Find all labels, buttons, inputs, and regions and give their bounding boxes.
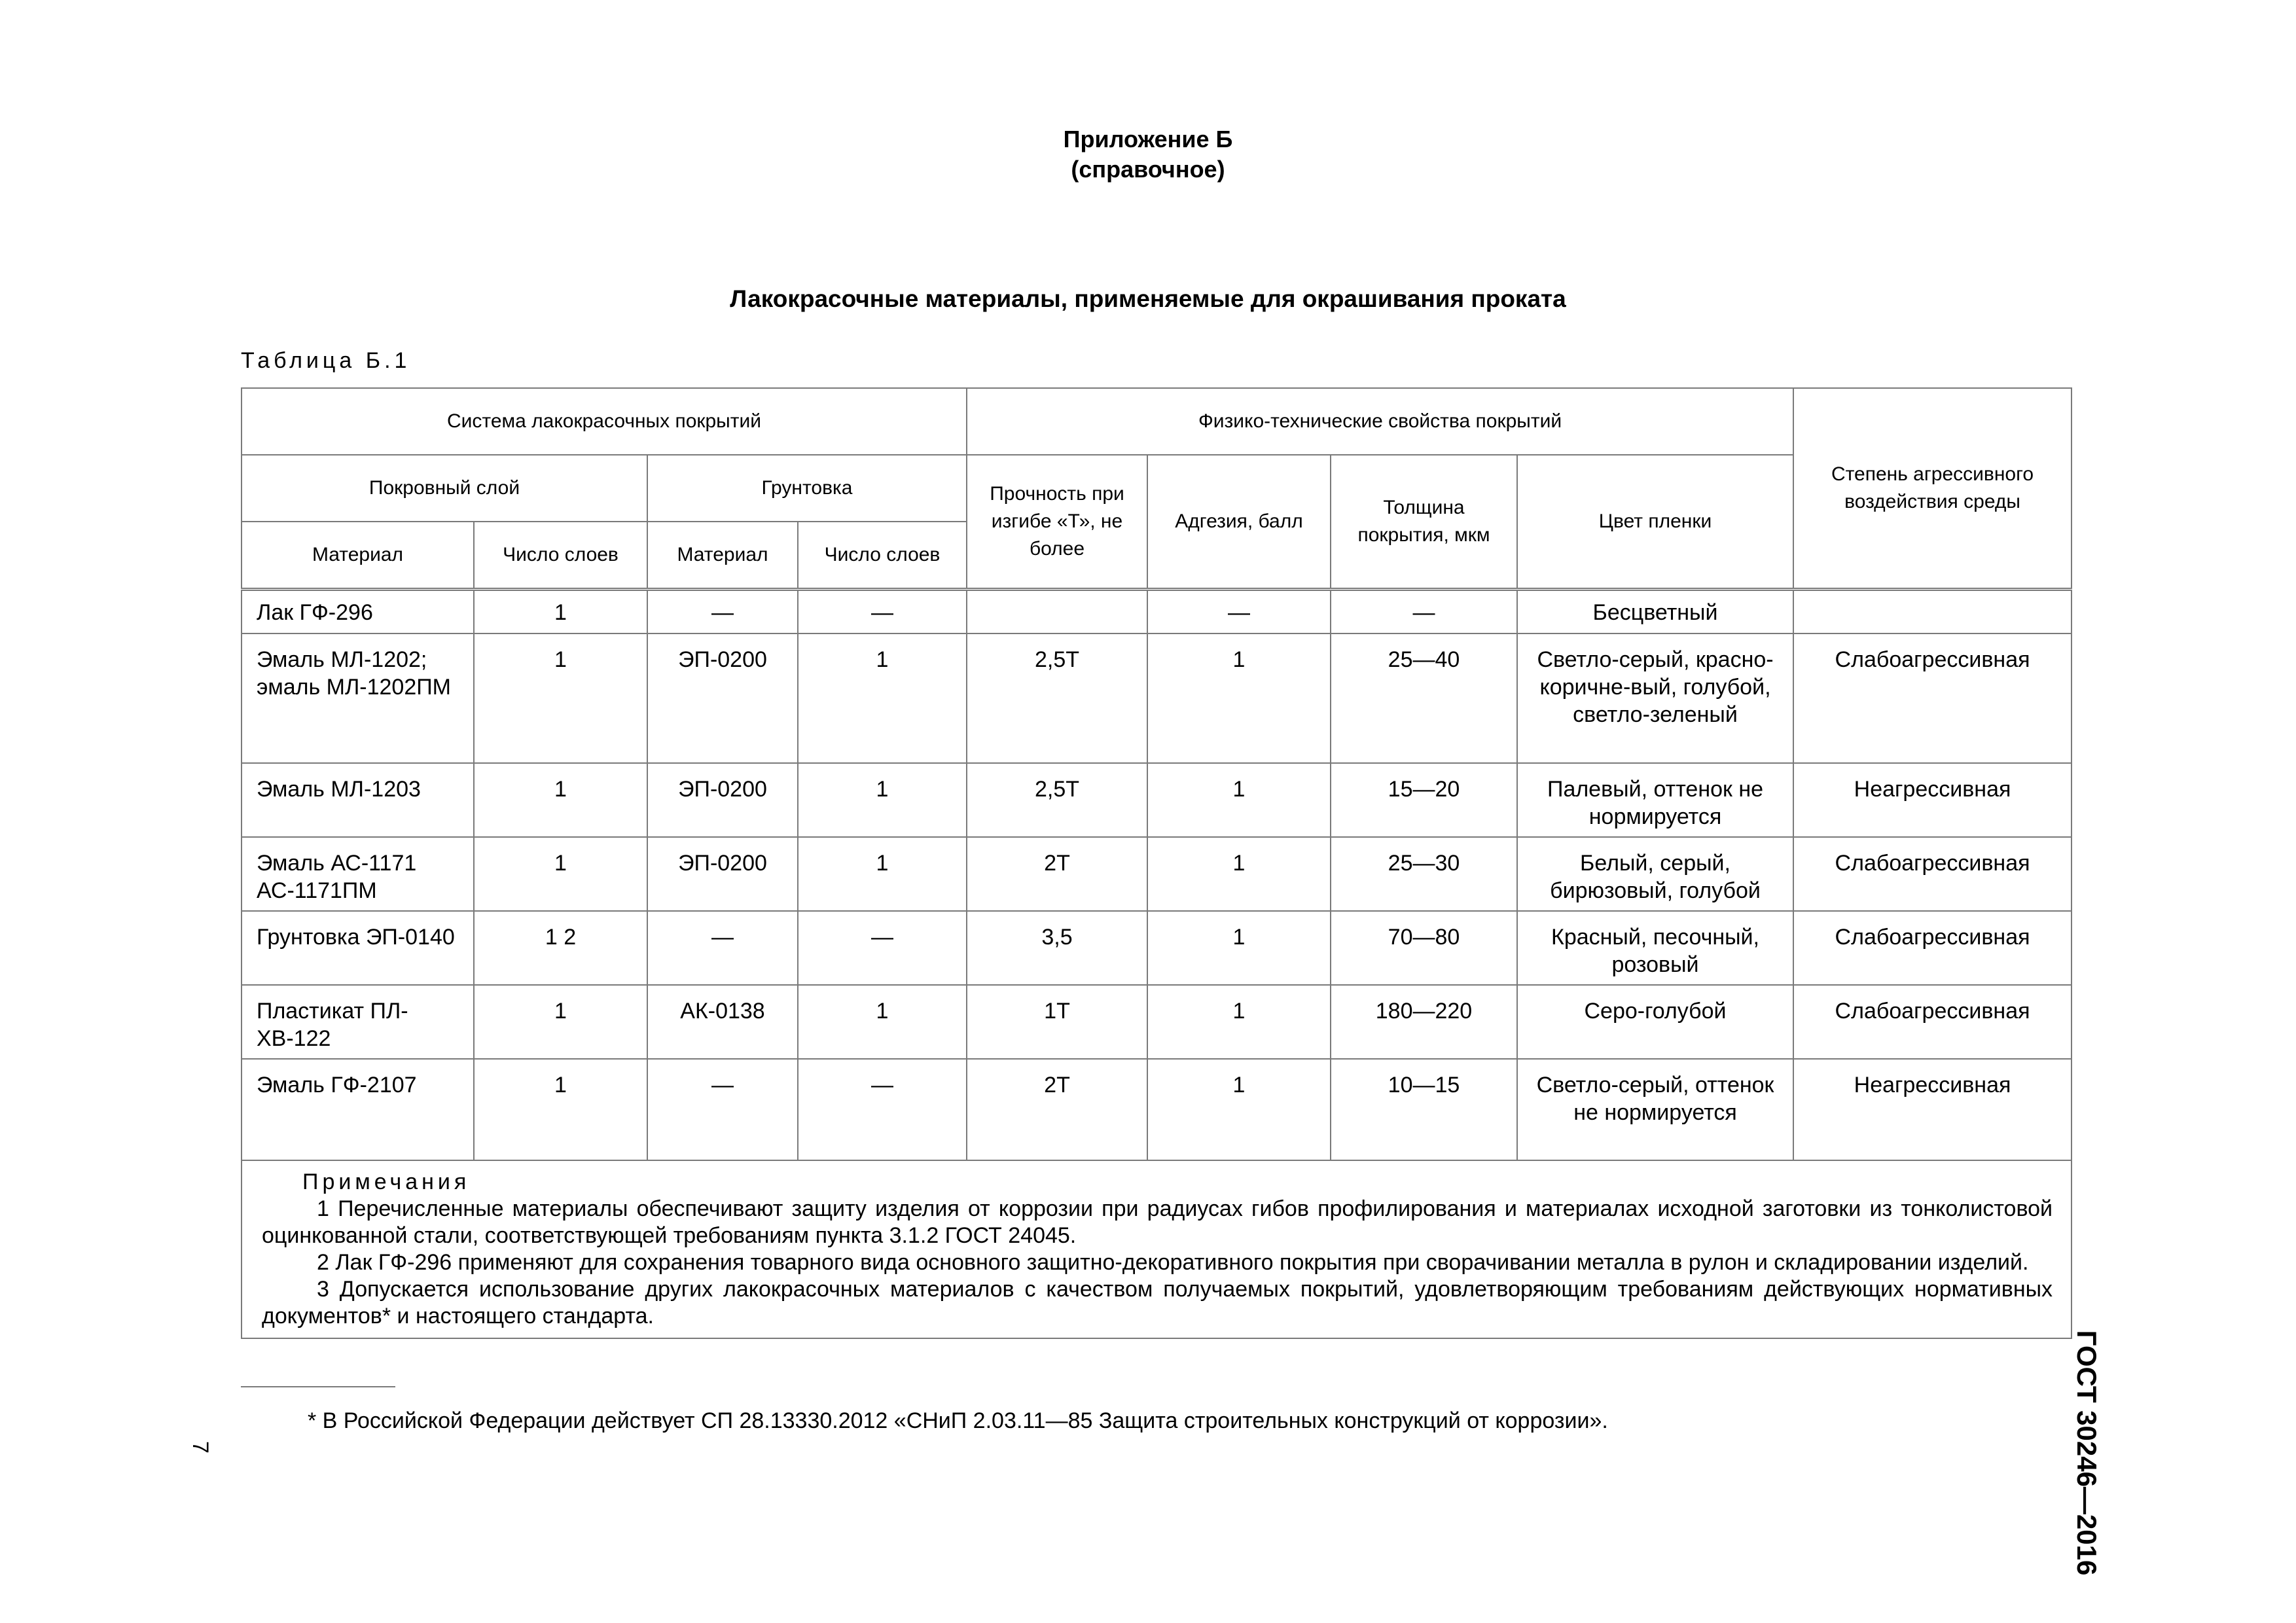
cell-color: Палевый, оттенок не нормируется — [1517, 763, 1793, 837]
cell-primer-material: — — [647, 911, 798, 985]
cell-layers: 1 — [474, 590, 647, 634]
cell-aggressive: Неагрессивная — [1793, 763, 2072, 837]
header-primer-material: Материал — [647, 522, 798, 590]
cell-layers: 1 — [474, 633, 647, 763]
header-strength: Прочность при изгибе «Т», не более — [967, 455, 1147, 590]
cell-layers: 1 — [474, 763, 647, 837]
cell-layers: 1 — [474, 837, 647, 911]
cell-thickness: 25—40 — [1331, 633, 1517, 763]
cell-primer-layers: — — [798, 1059, 967, 1160]
cell-thickness: 10—15 — [1331, 1059, 1517, 1160]
cell-primer-material: — — [647, 590, 798, 634]
cell-strength: 2,5Т — [967, 763, 1147, 837]
cell-strength: 2,5Т — [967, 633, 1147, 763]
cell-adhesion: 1 — [1147, 633, 1331, 763]
footnote-divider — [241, 1386, 395, 1387]
cell-adhesion: 1 — [1147, 985, 1331, 1059]
header-thickness: Толщина покрытия, мкм — [1331, 455, 1517, 590]
cell-primer-layers: 1 — [798, 985, 967, 1059]
paint-materials-table — [241, 387, 2071, 1339]
cell-aggressive: Слабоагрессивная — [1793, 837, 2072, 911]
cell-primer-layers: 1 — [798, 837, 967, 911]
cell-material: Лак ГФ-296 — [242, 590, 474, 634]
cell-primer-material: ЭП-0200 — [647, 837, 798, 911]
cell-color: Светло-серый, оттенок не нормируется — [1517, 1059, 1793, 1160]
header-adhesion: Адгезия, балл — [1147, 455, 1331, 590]
cell-thickness: 25—30 — [1331, 837, 1517, 911]
appendix-heading — [0, 124, 2296, 185]
cell-adhesion: — — [1147, 590, 1331, 634]
cell-primer-material: АК-0138 — [647, 985, 798, 1059]
cell-material: Эмаль МЛ-1202; эмаль МЛ-1202ПМ — [242, 633, 474, 763]
header-color: Цвет пленки — [1517, 455, 1793, 590]
table-row — [242, 911, 2072, 985]
cell-primer-layers: — — [798, 911, 967, 985]
table-label: Таблица Б.1 — [241, 348, 411, 373]
cell-aggressive: Слабоагрессивная — [1793, 985, 2072, 1059]
cell-primer-layers: 1 — [798, 633, 967, 763]
cell-primer-material: ЭП-0200 — [647, 763, 798, 837]
cell-color: Бесцветный — [1517, 590, 1793, 634]
cell-material: Эмаль ГФ-2107 — [242, 1059, 474, 1160]
cell-layers: 1 — [474, 1059, 647, 1160]
header-top-layer: Покровный слой — [242, 455, 647, 522]
table-row — [242, 837, 2072, 911]
table-row — [242, 633, 2072, 763]
page-number: 7 — [187, 1441, 213, 1454]
footnote: * В Российской Федерации действует СП 28.13330.2012 «СНиП 2.03.11—85 Защита строительных конструкций от коррозии». — [308, 1408, 1608, 1433]
cell-color: Серо-голубой — [1517, 985, 1793, 1059]
cell-aggressive: Слабоагрессивная — [1793, 633, 2072, 763]
table-row — [242, 1059, 2072, 1160]
cell-primer-layers: — — [798, 590, 967, 634]
cell-thickness: 70—80 — [1331, 911, 1517, 985]
cell-color: Белый, серый, бирюзовый, голубой — [1517, 837, 1793, 911]
cell-thickness: — — [1331, 590, 1517, 634]
header-properties: Физико-технические свойства покрытий — [967, 388, 1793, 455]
document-title: Лакокрасочные материалы, применяемые для окрашивания проката — [730, 285, 1566, 312]
cell-adhesion: 1 — [1147, 1059, 1331, 1160]
cell-primer-material: ЭП-0200 — [647, 633, 798, 763]
cell-material: Эмаль АС-1171 АС-1171ПМ — [242, 837, 474, 911]
note-item: 3 Допускается использование других лакокрасочных материалов с качеством получаемых покрытий, удовлетворяющим требованиям действующих нормативных документов* и настоящего стандарта. — [262, 1277, 2053, 1329]
cell-layers: 1 2 — [474, 911, 647, 985]
header-material: Материал — [242, 522, 474, 590]
cell-strength: 2Т — [967, 837, 1147, 911]
table-row — [242, 763, 2072, 837]
appendix-subtitle: (справочное) — [1071, 156, 1225, 183]
cell-aggressive: Слабоагрессивная — [1793, 911, 2072, 985]
cell-material: Эмаль МЛ-1203 — [242, 763, 474, 837]
cell-adhesion: 1 — [1147, 763, 1331, 837]
cell-strength: 2Т — [967, 1059, 1147, 1160]
cell-adhesion: 1 — [1147, 911, 1331, 985]
cell-aggressive — [1793, 590, 2072, 634]
cell-color: Светло-серый, красно-коричне-вый, голубой, светло-зеленый — [1517, 633, 1793, 763]
table-row — [242, 590, 2072, 634]
notes-cell — [242, 1160, 2072, 1338]
cell-material: Пластикат ПЛ-ХВ-122 — [242, 985, 474, 1059]
header-aggressive: Степень агрессивного воздействия среды — [1793, 388, 2072, 590]
cell-primer-material: — — [647, 1059, 798, 1160]
cell-color: Красный, песочный, розовый — [1517, 911, 1793, 985]
note-item: 2 Лак ГФ-296 применяют для сохранения товарного вида основного защитно-декоративного покрытия при сворачивании металла в рулон и складировании изделий. — [317, 1250, 2029, 1275]
header-primer-layers: Число слоев — [798, 522, 967, 590]
cell-strength — [967, 590, 1147, 634]
standard-designation: ГОСТ 30246—2016 — [2072, 1330, 2102, 1576]
cell-thickness: 180—220 — [1331, 985, 1517, 1059]
cell-thickness: 15—20 — [1331, 763, 1517, 837]
cell-strength: 3,5 — [967, 911, 1147, 985]
header-layers: Число слоев — [474, 522, 647, 590]
header-system: Система лакокрасочных покрытий — [242, 388, 967, 455]
cell-aggressive: Неагрессивная — [1793, 1059, 2072, 1160]
cell-strength: 1Т — [967, 985, 1147, 1059]
note-item: 1 Перечисленные материалы обеспечивают защиту изделия от коррозии при радиусах гибов профилирования и материалах исходной заготовки из тонколистовой оцинкованной стали, соответствующей требованиям пункта 3.1.2 ГОСТ 24045. — [262, 1196, 2053, 1248]
cell-material: Грунтовка ЭП-0140 — [242, 911, 474, 985]
cell-adhesion: 1 — [1147, 837, 1331, 911]
appendix-title: Приложение Б — [1063, 126, 1233, 152]
notes-heading: Примечания — [302, 1169, 471, 1194]
header-primer: Грунтовка — [647, 455, 967, 522]
table-row — [242, 985, 2072, 1059]
cell-primer-layers: 1 — [798, 763, 967, 837]
notes-row — [242, 1160, 2072, 1338]
cell-layers: 1 — [474, 985, 647, 1059]
